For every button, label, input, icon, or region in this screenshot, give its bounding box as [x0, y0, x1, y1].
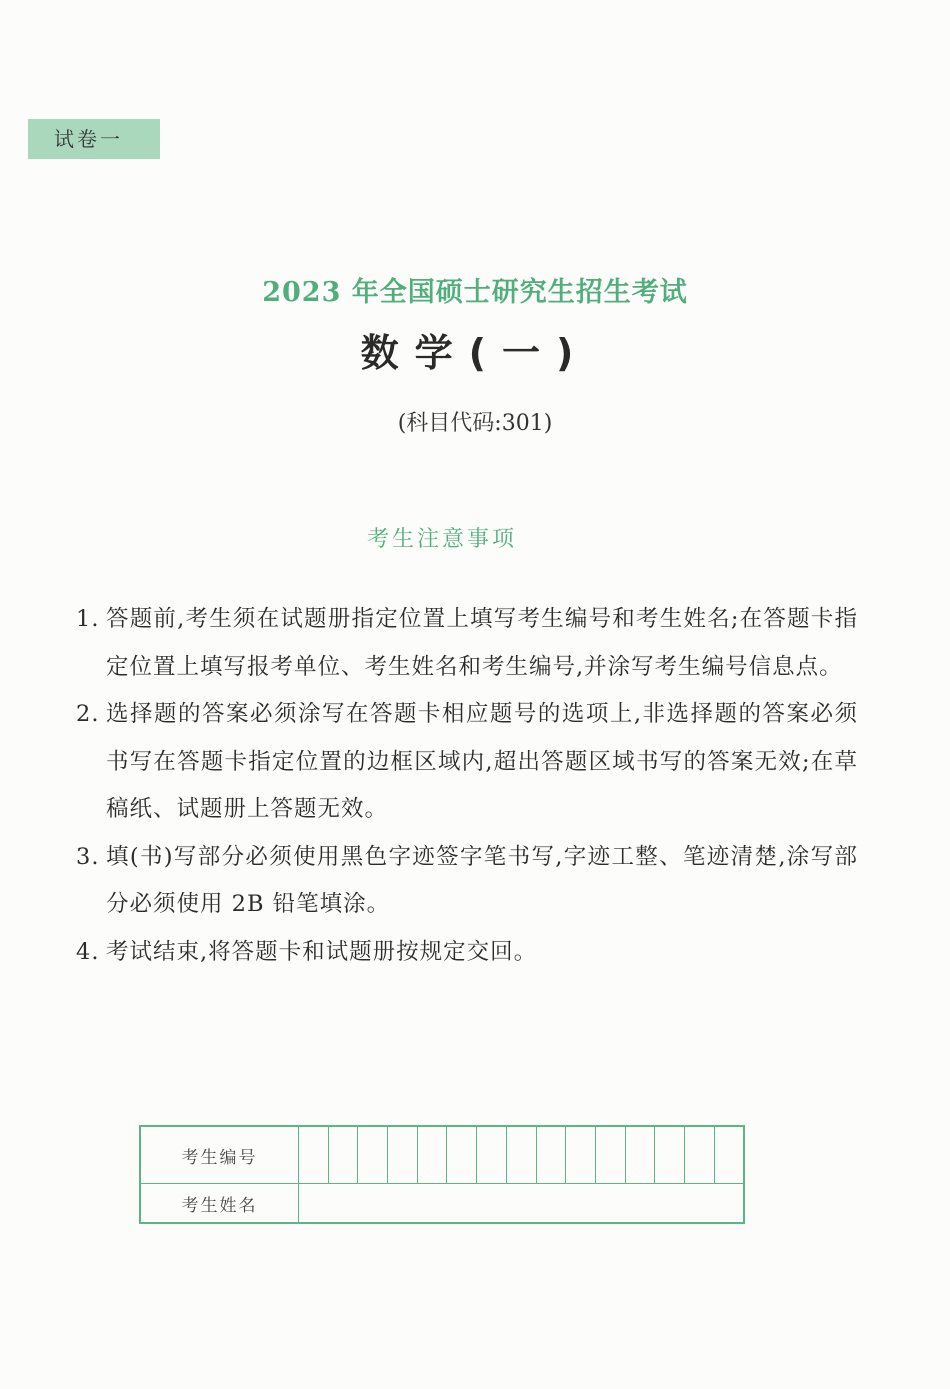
- notice-text: 选择题的答案必须涂写在答题卡相应题号的选项上,非选择题的答案必须书写在答题卡指定位置的边框区域内,超出答题区域书写的答案无效;在草稿纸、试题册上答题无效。: [106, 701, 858, 822]
- candidate-id-digit-cell[interactable]: [506, 1126, 536, 1184]
- subject-title: 数学(一): [360, 331, 590, 375]
- subject-code: (科目代码:301): [397, 411, 553, 436]
- candidate-id-digit-cell[interactable]: [417, 1126, 447, 1184]
- candidate-id-digit-cell[interactable]: [684, 1126, 714, 1184]
- candidate-name-field[interactable]: [299, 1184, 745, 1224]
- candidate-name-label: 考生姓名: [140, 1184, 299, 1224]
- candidate-id-digit-cell[interactable]: [477, 1126, 507, 1184]
- candidate-id-digit-cell[interactable]: [655, 1126, 685, 1184]
- candidate-id-digit-cell[interactable]: [536, 1126, 566, 1184]
- notice-item: [76, 834, 858, 929]
- candidate-id-row: [140, 1126, 744, 1184]
- notice-number: 3.: [76, 843, 100, 870]
- notice-text: 填(书)写部分必须使用黑色字迹签字笔书写,字迹工整、笔迹清楚,涂写部分必须使用 2B 铅笔填涂。: [106, 843, 858, 917]
- notice-number: 2.: [76, 701, 100, 727]
- candidate-id-digit-cell[interactable]: [358, 1126, 388, 1184]
- candidate-id-digit-cell[interactable]: [595, 1126, 625, 1184]
- notice-number: 1.: [76, 606, 100, 632]
- candidate-id-digit-cell[interactable]: [447, 1126, 477, 1184]
- candidate-id-digit-cell[interactable]: [388, 1126, 418, 1184]
- candidate-id-digit-cell[interactable]: [299, 1126, 329, 1184]
- candidate-name-row: [140, 1184, 744, 1224]
- exam-title: 2023 年全国硕士研究生招生考试: [262, 277, 688, 308]
- candidate-id-digit-cell[interactable]: [566, 1126, 596, 1184]
- notice-text: 考试结束,将答题卡和试题册按规定交回。: [106, 938, 538, 965]
- paper-tag: 试卷一: [28, 119, 160, 159]
- candidate-id-digit-cell[interactable]: [714, 1126, 744, 1184]
- candidate-id-digit-cell[interactable]: [625, 1126, 655, 1184]
- notice-text: 答题前,考生须在试题册指定位置上填写考生编号和考生姓名;在答题卡指定位置上填写报考单位、考生姓名和考生编号,并涂写考生编号信息点。: [106, 606, 858, 680]
- candidate-id-digit-cell[interactable]: [328, 1126, 358, 1184]
- notice-number: 4.: [76, 938, 100, 965]
- notice-item: [76, 929, 858, 977]
- notice-list: [76, 596, 858, 976]
- notice-item: [76, 691, 858, 834]
- notice-heading: 考生注意事项: [366, 527, 517, 552]
- candidate-info-table: [139, 1125, 745, 1224]
- notice-item: [76, 596, 858, 691]
- candidate-id-label: 考生编号: [140, 1126, 299, 1184]
